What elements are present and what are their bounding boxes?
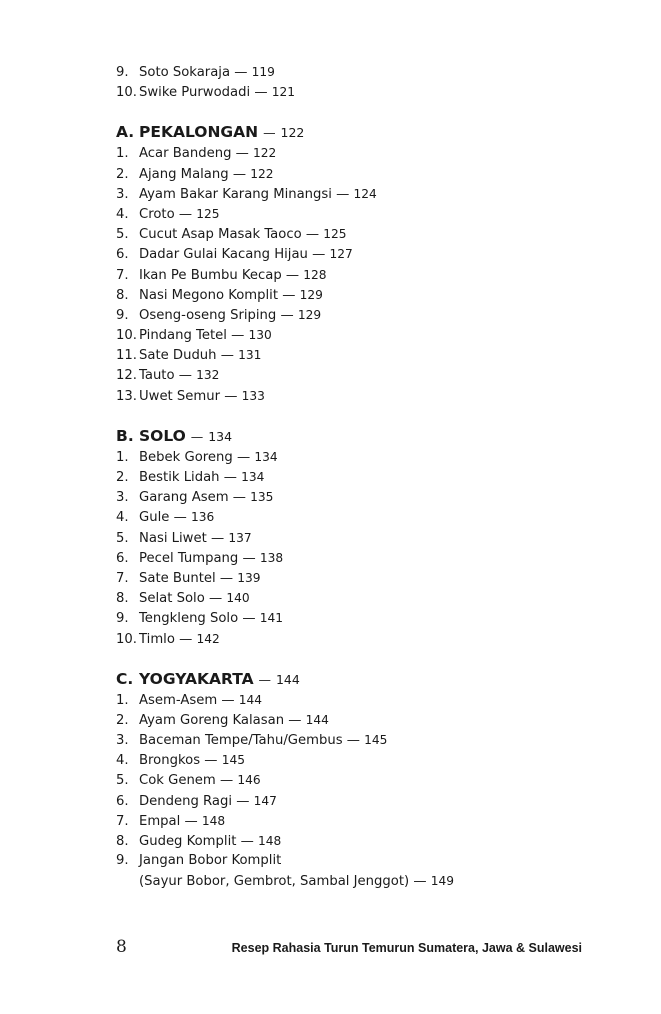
toc-item (116, 811, 616, 831)
item-name: Ayam Bakar Karang Minangsi (139, 186, 332, 202)
dash-separator: — (240, 834, 254, 849)
item-number: 9. (116, 853, 129, 869)
item-name: Ayam Goreng Kalasan (139, 712, 285, 728)
item-page: 133 (241, 388, 265, 403)
toc-item (116, 325, 616, 345)
dash-separator: — (204, 753, 218, 769)
toc-item (116, 528, 616, 548)
dash-separator: — (224, 388, 238, 404)
item-name: Oseng-oseng Sriping (139, 307, 277, 323)
item-name: Brongkos (139, 753, 201, 769)
item-page: 149 (430, 874, 454, 889)
dash-separator: — (179, 631, 193, 647)
section-page: 134 (208, 428, 233, 444)
toc-item (116, 184, 616, 204)
item-number: 5. (116, 530, 129, 546)
item-name: Asem-Asem (139, 692, 218, 708)
item-number: 8. (116, 591, 129, 607)
item-page: 124 (353, 186, 377, 201)
toc-item (116, 164, 616, 184)
item-name: Tengkleng Solo (139, 611, 239, 627)
toc-item (116, 244, 616, 264)
dash-separator: — (413, 874, 427, 890)
item-page: 139 (237, 570, 261, 585)
item-name: Dendeng Ragi (139, 793, 233, 809)
dash-separator: — (263, 125, 276, 141)
item-number: 2. (116, 470, 129, 485)
item-number: 6. (116, 793, 129, 809)
item-number: 8. (116, 287, 129, 303)
item-name: Cok Genem (139, 773, 216, 789)
dash-separator: — (285, 267, 300, 283)
item-number: 4. (116, 206, 129, 222)
dash-separator: — (346, 733, 360, 749)
toc-item (116, 730, 616, 750)
item-number: 7. (116, 267, 129, 283)
section-title: YOGYAKARTA (139, 669, 254, 688)
item-name: Bebek Goreng (139, 449, 233, 465)
item-name: Gudeg Komplit (139, 834, 237, 849)
section-letter: B. (116, 426, 134, 445)
item-number: 8. (116, 834, 129, 849)
item-number: 11. (116, 348, 137, 364)
dash-separator: — (236, 793, 250, 809)
item-name: Pecel Tumpang (139, 550, 239, 566)
item-name: Selat Solo (139, 591, 205, 607)
item-name: Garang Asem (139, 490, 229, 506)
toc-item (116, 487, 616, 507)
dash-separator: — (184, 813, 198, 829)
section-letter: C. (116, 669, 134, 688)
dash-separator: — (254, 85, 268, 101)
toc-item (116, 82, 616, 102)
item-page: 148 (258, 834, 282, 848)
item-page: 141 (259, 611, 284, 626)
item-page: 145 (364, 733, 388, 748)
item-name: Empal (139, 813, 181, 829)
toc-item-continuation (116, 871, 616, 891)
toc-item (116, 568, 616, 588)
dash-separator: — (288, 712, 302, 728)
toc-item (116, 791, 616, 811)
item-name: Nasi Liwet (139, 530, 207, 546)
dash-separator: — (232, 490, 246, 506)
item-number: 3. (116, 490, 129, 506)
table-of-contents (116, 62, 616, 892)
dash-separator: — (221, 692, 235, 708)
section-page: 144 (275, 671, 300, 687)
item-name: Sate Duduh (139, 348, 217, 364)
section-title: SOLO (139, 426, 186, 445)
item-name: Ikan Pe Bumbu Kecap (139, 267, 282, 283)
toc-item (116, 224, 616, 244)
dash-separator: — (190, 428, 204, 444)
section-page: 122 (280, 125, 305, 141)
toc-item (116, 629, 616, 649)
item-name: Tauto (139, 368, 175, 384)
toc-item (116, 386, 616, 406)
item-number: 5. (116, 227, 129, 243)
toc-item (116, 305, 616, 325)
item-page: 129 (297, 307, 322, 322)
item-page: 145 (221, 753, 245, 768)
item-name: Sate Buntel (139, 570, 216, 586)
item-number: 6. (116, 550, 129, 566)
running-title: Resep Rahasia Turun Temurun Sumatera, Jawa & Sulawesi (231, 941, 582, 955)
dash-separator: — (236, 449, 251, 465)
dash-separator: — (173, 510, 187, 526)
dash-separator: — (234, 65, 248, 80)
item-name: Jangan Bobor Komplit (139, 853, 282, 869)
item-number: 1. (116, 449, 129, 465)
item-name: Baceman Tempe/Tahu/Gembus (139, 733, 343, 749)
item-name: Nasi Megono Komplit (139, 287, 278, 303)
item-number: 9. (116, 307, 129, 323)
item-page: 137 (228, 530, 252, 545)
toc-item (116, 345, 616, 365)
item-number: 10. (116, 328, 137, 344)
item-number: 3. (116, 186, 129, 202)
item-page: 129 (299, 287, 323, 302)
item-number: 10. (116, 85, 137, 101)
item-number: 9. (116, 611, 129, 627)
item-number: 3. (116, 733, 129, 749)
toc-item (116, 447, 616, 467)
item-number: 2. (116, 712, 129, 728)
dash-separator: — (231, 328, 245, 344)
dash-separator: — (208, 591, 223, 607)
item-number: 1. (116, 146, 129, 162)
toc-item (116, 265, 616, 285)
item-number: 4. (116, 510, 129, 526)
item-page: 132 (196, 368, 220, 383)
item-number: 10. (116, 631, 137, 647)
section-heading-yogyakarta (116, 669, 616, 690)
item-page: 134 (241, 470, 265, 484)
toc-item (116, 62, 616, 82)
item-name: Ajang Malang (139, 166, 229, 182)
toc-item (116, 710, 616, 730)
item-name: Croto (139, 206, 175, 222)
item-page: 147 (253, 793, 277, 808)
dash-separator: — (258, 671, 272, 687)
dash-separator: — (242, 550, 256, 566)
dash-separator: — (219, 773, 234, 789)
section-heading-pekalongan (116, 122, 616, 143)
item-page: 135 (250, 490, 274, 505)
dash-separator: — (305, 227, 320, 243)
toc-item (116, 851, 616, 871)
item-name: Gule (139, 510, 170, 526)
dash-separator: — (336, 186, 350, 202)
toc-item (116, 467, 616, 487)
item-page: 140 (226, 591, 250, 606)
item-page: 125 (196, 206, 220, 221)
section-letter: A. (116, 123, 135, 142)
section-title: PEKALONGAN (139, 123, 259, 142)
dash-separator: — (242, 611, 256, 627)
toc-item (116, 750, 616, 770)
item-number: 12. (116, 368, 137, 384)
toc-item (116, 770, 616, 790)
item-number: 5. (116, 773, 129, 789)
dash-separator: — (232, 166, 247, 182)
toc-item (116, 548, 616, 568)
item-number: 4. (116, 753, 129, 769)
dash-separator: — (280, 307, 294, 323)
toc-item (116, 143, 616, 163)
item-name: Dadar Gulai Kacang Hijau (139, 247, 308, 263)
dash-separator: — (223, 470, 237, 485)
page-number: 8 (116, 937, 127, 957)
item-name: Timlo (139, 631, 175, 647)
item-number: 13. (116, 388, 137, 404)
item-page: 122 (253, 146, 277, 161)
toc-item (116, 831, 616, 851)
item-name: Bestik Lidah (139, 470, 220, 485)
dash-separator: — (235, 146, 249, 162)
toc-item (116, 690, 616, 710)
item-number: 6. (116, 247, 129, 263)
toc-item (116, 588, 616, 608)
item-page: 131 (238, 348, 262, 363)
item-name: Soto Sokaraja (139, 65, 231, 80)
dash-separator: — (282, 287, 296, 303)
toc-item (116, 507, 616, 527)
toc-item (116, 365, 616, 385)
item-name: Acar Bandeng (139, 146, 232, 162)
item-number: 1. (116, 692, 129, 708)
item-number: 2. (116, 166, 129, 182)
dash-separator: — (210, 530, 225, 546)
item-page: 127 (329, 247, 353, 262)
item-number: 9. (116, 65, 129, 80)
dash-separator: — (219, 570, 234, 586)
item-page: 144 (238, 692, 263, 707)
item-page: 144 (305, 712, 329, 727)
item-page: 142 (196, 631, 220, 646)
item-page: 128 (303, 267, 327, 282)
item-page: 136 (190, 510, 215, 525)
toc-item (116, 608, 616, 628)
page-footer (116, 936, 582, 960)
item-page: 119 (251, 65, 275, 79)
dash-separator: — (178, 368, 192, 384)
item-page: 138 (259, 550, 284, 565)
dash-separator: — (178, 206, 193, 222)
toc-item (116, 204, 616, 224)
item-page: 130 (248, 328, 272, 343)
dash-separator: — (220, 348, 234, 364)
item-page: 125 (323, 227, 347, 242)
item-number: 7. (116, 570, 129, 586)
item-name: Pindang Tetel (139, 328, 227, 344)
item-continuation-text: (Sayur Bobor, Gembrot, Sambal Jenggot) (139, 874, 410, 890)
section-heading-solo (116, 426, 616, 447)
item-name: Swike Purwodadi (139, 85, 251, 101)
dash-separator: — (312, 247, 326, 263)
item-page: 148 (201, 813, 226, 828)
item-page: 134 (254, 449, 278, 464)
item-page: 121 (271, 85, 295, 100)
item-page: 146 (237, 773, 261, 788)
item-number: 7. (116, 813, 129, 829)
item-name: Cucut Asap Masak Taoco (139, 227, 302, 243)
item-page: 122 (250, 166, 274, 181)
toc-item (116, 285, 616, 305)
item-name: Uwet Semur (139, 388, 221, 404)
